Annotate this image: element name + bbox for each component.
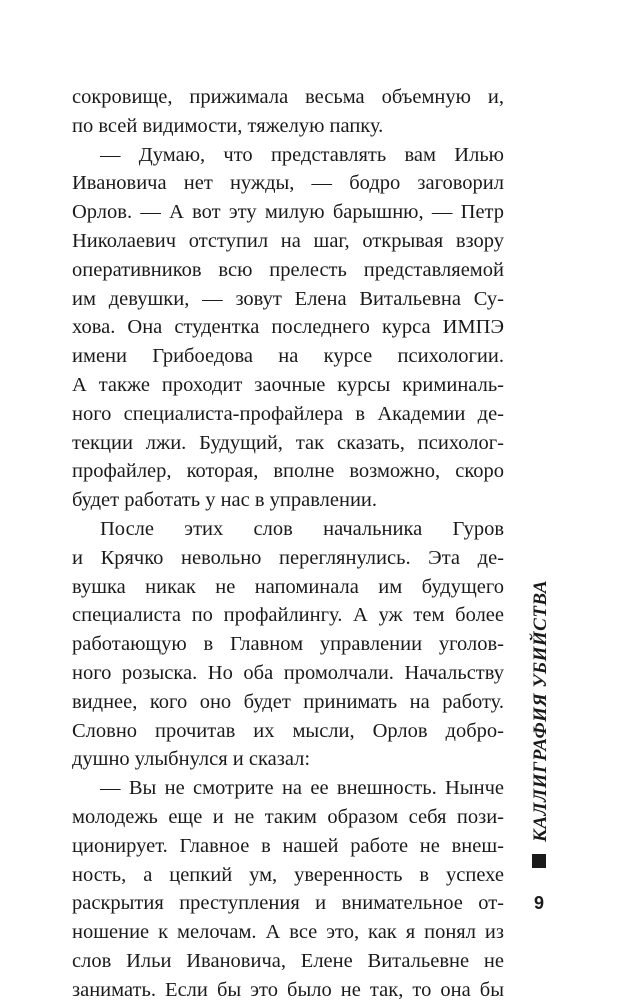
text-line: профайлер, которая, вполне возможно, скоро: [72, 460, 504, 483]
text-line: Николаевич отступил на шаг, открывая взору: [72, 229, 504, 252]
text-line: раскрытия преступления и внимательное от-: [72, 892, 504, 915]
square-marker: [532, 854, 546, 868]
text-line: занимать. Если бы это было не так, то она бы: [72, 978, 504, 1001]
text-line: После этих слов начальника Гуров: [100, 517, 504, 540]
text-line: А также проходит заочные курсы криминаль-: [72, 373, 504, 396]
text-line: ного специалиста-профайлера в Академии де-: [72, 402, 504, 425]
text-line: специалиста по профайлингу. А уж тем более: [72, 604, 504, 627]
text-line: ционирует. Главное в нашей работе не внеш-: [72, 834, 504, 857]
page-number: 9: [533, 893, 544, 913]
text-line: ного розыска. Но оба промолчали. Начальству: [72, 661, 504, 684]
text-line: оперативников всю прелесть представляемой: [72, 258, 504, 281]
text-line: Ивановича нет нужды, — бодро заговорил: [72, 172, 504, 195]
text-line: ность, а цепкий ум, уверенность в успехе: [72, 863, 504, 886]
text-line: сокровище, прижимала весьма объемную и,: [72, 86, 504, 108]
text-line: текции лжи. Будущий, так сказать, психолог-: [72, 431, 504, 454]
text-line: работающую в Главном управлении уголов-: [72, 633, 504, 656]
text-line: — Вы не смотрите на ее внешность. Нынче: [100, 777, 504, 800]
text-line: душно улыбнулся и сказал:: [72, 748, 311, 771]
text-line: молодежь еще и не таким образом себя пози-: [72, 805, 504, 828]
text-line: Орлов. — А вот эту милую барышню, — Петр: [72, 201, 504, 224]
text-line: по всей видимости, тяжелую папку.: [72, 114, 384, 137]
text-line: Словно прочитав их мысли, Орлов добро-: [72, 719, 504, 742]
text-line: хова. Она студентка последнего курса ИМПЭ: [72, 316, 504, 339]
text-line: — Думаю, что представлять вам Илью: [100, 143, 504, 166]
running-title: КАЛЛИГРАФИЯ УБИЙСТВА: [530, 579, 551, 842]
text-line: вушка никак не напоминала им будущего: [72, 575, 504, 598]
text-line: имени Грибоедова на курсе психологии.: [72, 345, 504, 368]
text-line: слов Ильи Ивановича, Елене Витальевне не: [72, 949, 504, 972]
text-line: виднее, кого оно будет принимать на работу.: [72, 690, 504, 713]
text-line: ношение к мелочам. А все это, как я понял из: [72, 921, 504, 944]
text-line: будет работать у нас в управлении.: [72, 489, 378, 512]
text-line: и Крячко невольно переглянулись. Эта де-: [72, 546, 504, 569]
page-body-text: [72, 83, 504, 1005]
text-line: им девушки, — зовут Елена Витальевна Су-: [72, 287, 504, 310]
